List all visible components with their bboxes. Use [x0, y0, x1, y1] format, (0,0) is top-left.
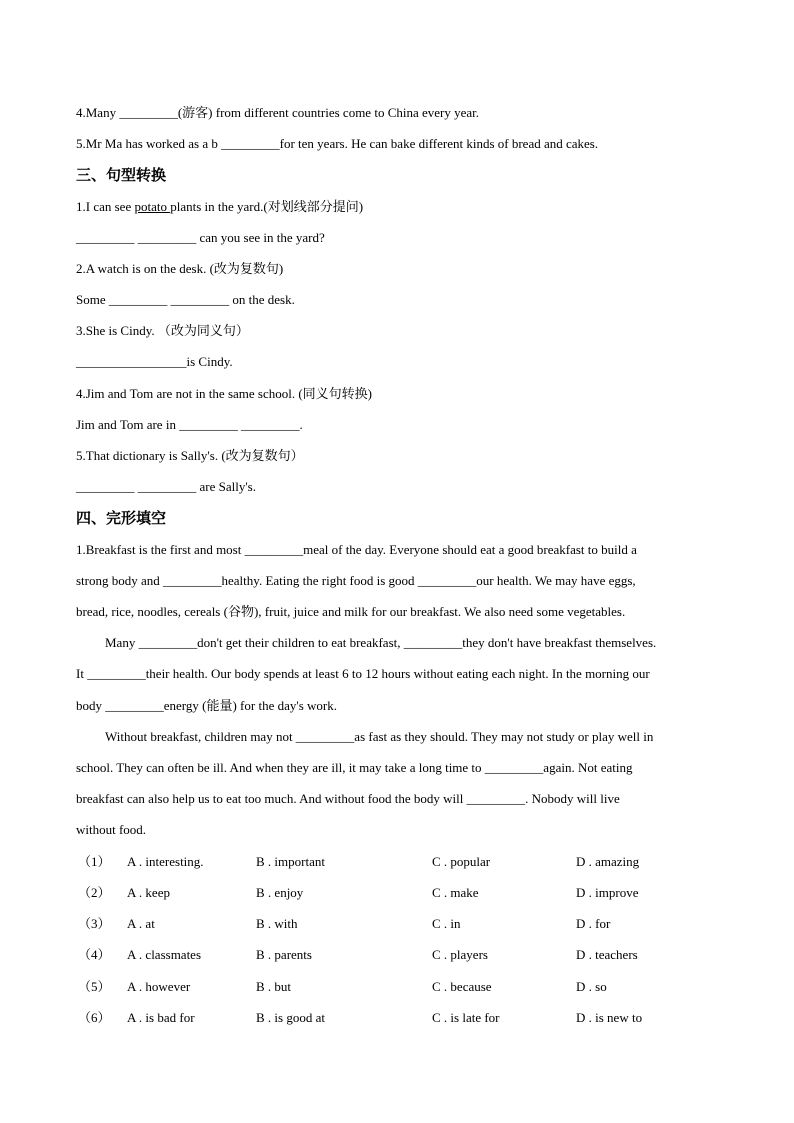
- rewrite-q5: 5.That dictionary is Sally's. (改为复数句）: [76, 448, 304, 463]
- rewrite-q3-answer: _________________is Cindy.: [76, 354, 233, 369]
- option-b: B . parents: [256, 947, 312, 962]
- option-b: B . with: [256, 916, 298, 931]
- rewrite-q2: 2.A watch is on the desk. (改为复数句): [76, 261, 284, 276]
- option-b: B . enjoy: [256, 885, 304, 900]
- option-number: （1）: [78, 854, 111, 869]
- section-3-title: 三、句型转换: [76, 166, 167, 184]
- option-b: B . is good at: [256, 1010, 325, 1025]
- option-c: C . players: [432, 947, 488, 962]
- option-b: B . but: [256, 979, 292, 994]
- rewrite-q2-answer: Some _________ _________ on the desk.: [76, 292, 295, 307]
- option-d: D . amazing: [576, 854, 640, 869]
- option-a: A . however: [127, 979, 191, 994]
- option-number: （6）: [78, 1010, 111, 1025]
- rewrite-q1-post: plants in the yard.(对划线部分提问): [170, 199, 364, 214]
- option-c: C . in: [432, 916, 461, 931]
- passage-line: body _________energy (能量) for the day's work.: [76, 698, 337, 713]
- passage-line: breakfast can also help us to eat too much. And without food the body will _________. Nobody will live: [76, 791, 620, 806]
- option-d: D . so: [576, 979, 607, 994]
- rewrite-q4-answer: Jim and Tom are in _________ _________.: [76, 417, 303, 432]
- rewrite-q1-underlined: potato: [134, 199, 171, 214]
- passage-line: without food.: [76, 822, 147, 837]
- option-d: D . for: [576, 916, 611, 931]
- passage-line: bread, rice, noodles, cereals (谷物), fruit, juice and milk for our breakfast. We also need some vegetables.: [76, 604, 626, 619]
- option-number: （2）: [78, 885, 111, 900]
- option-d: D . teachers: [576, 947, 638, 962]
- passage-line: school. They can often be ill. And when they are ill, it may take a long time to _________again. Not eating: [76, 760, 633, 775]
- option-c: C . because: [432, 979, 492, 994]
- passage-line: Without breakfast, children may not _________as fast as they should. They may not study or play well in: [105, 729, 654, 744]
- fill-item-5: 5.Mr Ma has worked as a b _________for ten years. He can bake different kinds of bread and cakes.: [76, 136, 599, 151]
- option-a: A . classmates: [127, 947, 202, 962]
- section-4-title: 四、完形填空: [76, 509, 167, 527]
- rewrite-q3: 3.She is Cindy. （改为同义句）: [76, 323, 249, 338]
- rewrite-q1-answer: _________ _________ can you see in the yard?: [76, 230, 325, 245]
- passage-line: 1.Breakfast is the first and most _________meal of the day. Everyone should eat a good breakfast to build a: [76, 542, 637, 557]
- option-a: A . at: [127, 916, 155, 931]
- rewrite-q5-answer: _________ _________ are Sally's.: [76, 479, 256, 494]
- passage-line: strong body and _________healthy. Eating the right food is good _________our health. We may have eggs,: [76, 573, 636, 588]
- fill-item-4: 4.Many _________(游客) from different countries come to China every year.: [76, 105, 480, 120]
- rewrite-q4: 4.Jim and Tom are not in the same school. (同义句转换): [76, 386, 372, 401]
- option-b: B . important: [256, 854, 325, 869]
- option-a: A . interesting.: [127, 854, 204, 869]
- option-d: D . is new to: [576, 1010, 643, 1025]
- option-a: A . is bad for: [127, 1010, 195, 1025]
- option-c: C . is late for: [432, 1010, 500, 1025]
- option-c: C . popular: [432, 854, 491, 869]
- rewrite-q1-pre: 1.I can see: [76, 199, 135, 214]
- passage-line: Many _________don't get their children to eat breakfast, _________they don't have breakfast themselves.: [105, 635, 657, 650]
- rewrite-q1: [76, 199, 363, 215]
- option-number: （4）: [78, 947, 111, 962]
- option-a: A . keep: [127, 885, 170, 900]
- option-c: C . make: [432, 885, 479, 900]
- option-number: （3）: [78, 916, 111, 931]
- passage-line: It _________their health. Our body spends at least 6 to 12 hours without eating each night. In the morning our: [76, 666, 650, 681]
- option-number: （5）: [78, 979, 111, 994]
- option-d: D . improve: [576, 885, 639, 900]
